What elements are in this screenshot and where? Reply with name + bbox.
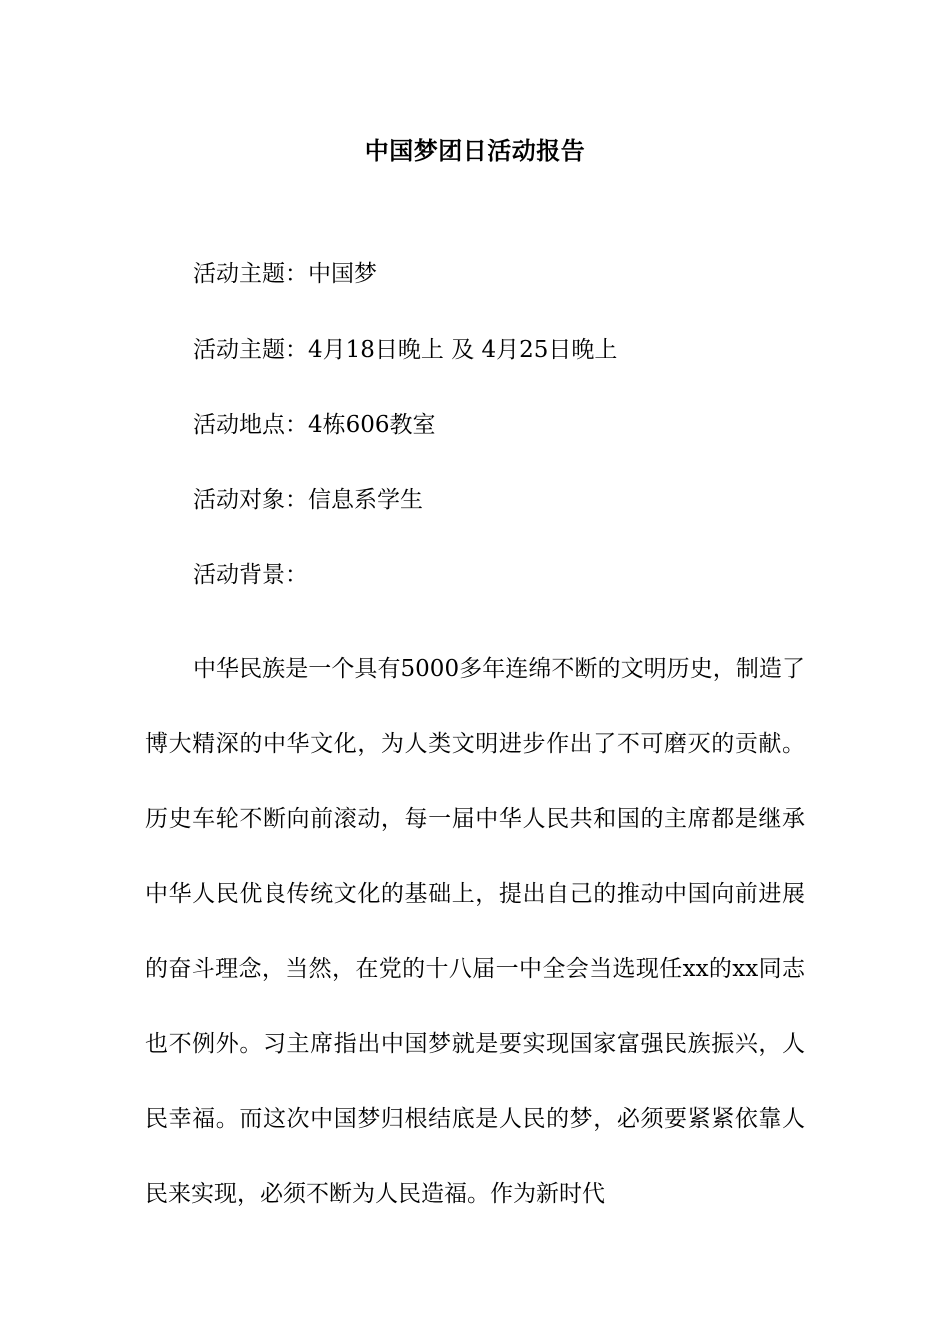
field-value: 4月18日晚上 及 4月25日晚上 xyxy=(308,337,618,363)
field-location xyxy=(193,409,436,441)
field-value: 信息系学生 xyxy=(308,487,423,513)
field-theme xyxy=(193,258,377,290)
field-audience xyxy=(193,484,423,516)
document-title: 中国梦团日活动报告 xyxy=(364,136,586,165)
field-background xyxy=(193,559,308,591)
body-paragraph: 中华民族是一个具有5000多年连绵不断的文明历史，制造了博大精深的中华文化，为人类文明进步作出了不可磨灭的贡献。历史车轮不断向前滚动，每一届中华人民共和国的主席都是继承中华人民优良传统文化的基础上，提出自己的推动中国向前进展的奋斗理念，当然，在党的十八届一中全会当选现任xx的xx同志也不例外。习主席指出中国梦就是要实现国家富强民族振兴，人民幸福。而这次中国梦归根结底是人民的梦，必须要紧紧依靠人民来实现，必须不断为人民造福。作为新时代 xyxy=(145,656,805,1207)
field-label: 活动主题： xyxy=(193,261,308,287)
field-value: 中国梦 xyxy=(308,261,377,287)
field-label: 活动背景： xyxy=(193,562,308,588)
field-value: 4栋606教室 xyxy=(308,412,436,438)
field-label: 活动地点： xyxy=(193,412,308,438)
field-label: 活动主题： xyxy=(193,337,308,363)
field-label: 活动对象： xyxy=(193,487,308,513)
field-time xyxy=(193,334,617,366)
